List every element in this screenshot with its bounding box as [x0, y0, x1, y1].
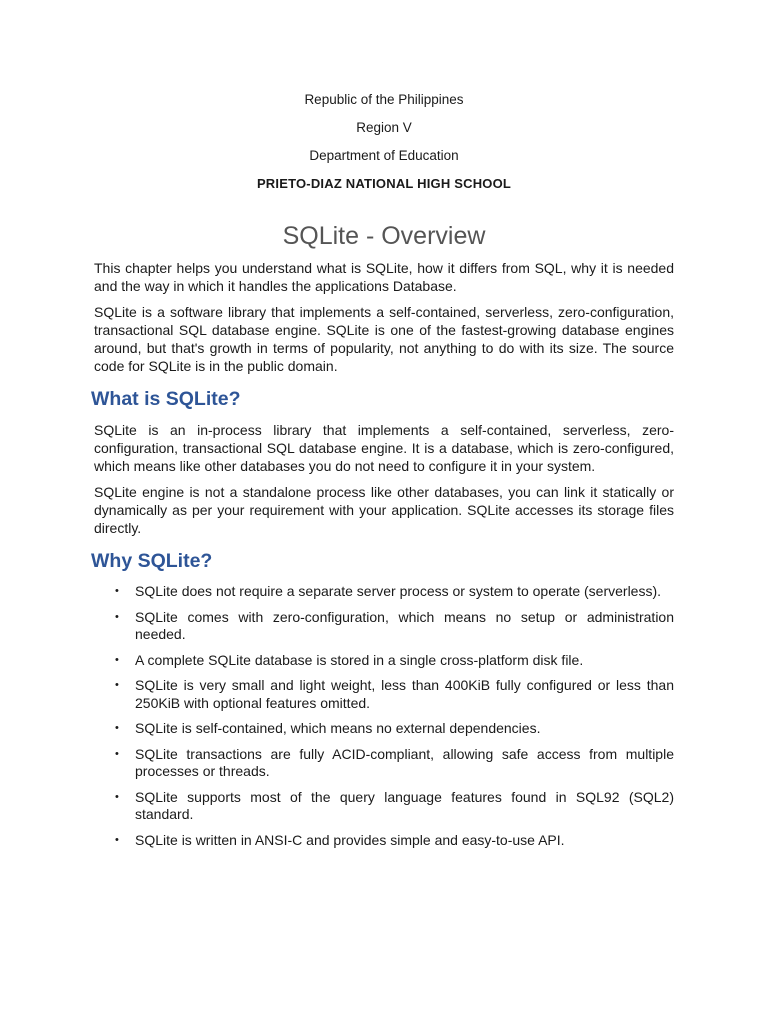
header-republic: Republic of the Philippines [304, 92, 464, 107]
list-item [114, 677, 674, 712]
why-bullet-list [94, 583, 674, 849]
bullet-icon: • [115, 833, 119, 846]
header-school-name: PRIETO-DIAZ NATIONAL HIGH SCHOOL [256, 176, 512, 191]
list-item [114, 583, 674, 601]
list-item-text: SQLite supports most of the query language features found in SQL92 (SQL2) standard. [135, 788, 674, 822]
list-item-text: SQLite is very small and light weight, less than 400KiB fully configured or less than 250KiB with optional features omitted. [135, 677, 674, 711]
section-heading-what-is: What is SQLite? [91, 388, 241, 410]
document-title: SQLite - Overview [282, 222, 486, 250]
list-item [114, 746, 674, 781]
list-item-text: SQLite comes with zero-configuration, which means no setup or administration needed. [135, 608, 674, 642]
bullet-icon: • [115, 610, 119, 623]
bullet-icon: • [115, 653, 119, 666]
bullet-icon: • [115, 722, 119, 734]
list-item [114, 720, 674, 738]
list-item [114, 652, 674, 670]
bullet-icon: • [115, 585, 119, 597]
list-item-text: SQLite does not require a separate server process or system to operate (serverless). [135, 583, 662, 599]
bullet-icon: • [115, 679, 119, 691]
list-item-text: A complete SQLite database is stored in a single cross-platform disk file. [135, 651, 584, 668]
what-is-paragraph-2: SQLite engine is not a standalone process like other databases, you can link it statically or dynamically as per your requirement with your application. SQLite accesses its storage files directly. [94, 484, 674, 536]
intro-paragraph-2: SQLite is a software library that implements a self-contained, serverless, zero-configuration, transactional SQL database engine. SQLite is one of the fastest-growing database engines around, but that's growth in terms of popularity, not anything to do with its size. The source code for SQLite is in the public domain. [94, 304, 674, 374]
header-department: Department of Education [309, 148, 459, 163]
list-item [114, 609, 674, 644]
list-item-text: SQLite transactions are fully ACID-compliant, allowing safe access from multiple processes or threads. [135, 745, 674, 779]
intro-paragraph-1: This chapter helps you understand what is SQLite, how it differs from SQL, why it is needed and the way in which it handles the applications Database. [94, 260, 674, 294]
list-item-text: SQLite is written in ANSI-C and provides simple and easy-to-use API. [135, 831, 565, 848]
list-item [114, 789, 674, 824]
list-item [114, 832, 674, 850]
bullet-icon: • [115, 790, 119, 803]
bullet-icon: • [115, 747, 119, 760]
header-region: Region V [356, 120, 412, 135]
section-heading-why: Why SQLite? [91, 550, 213, 572]
list-item-text: SQLite is self-contained, which means no external dependencies. [135, 720, 541, 736]
what-is-paragraph-1: SQLite is an in-process library that implements a self-contained, serverless, zero-configuration, transactional SQL database engine. It is a database, which is zero-configured, which means like other databases you do not need to configure it in your system. [94, 422, 674, 474]
